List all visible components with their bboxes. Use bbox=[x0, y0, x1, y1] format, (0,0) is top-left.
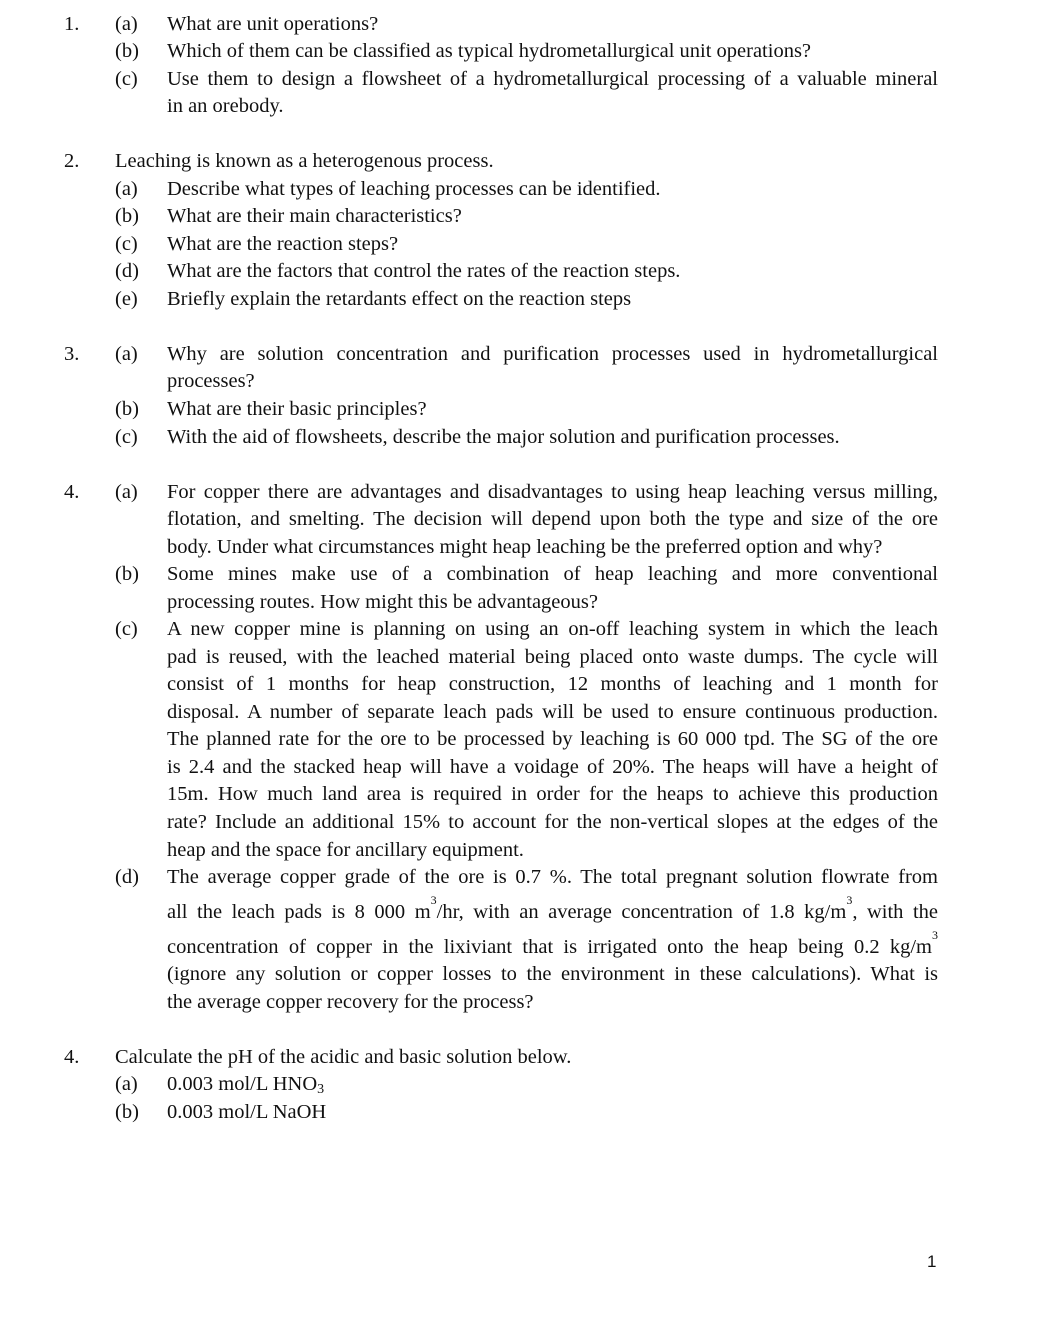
part-text: Which of them can be classified as typical hydrometallurgical unit operations? bbox=[167, 40, 812, 62]
part-text: The planned rate for the ore to be processed by leaching is 60 000 tpd. The SG of the ore bbox=[167, 728, 938, 750]
part-text: processes? bbox=[167, 370, 255, 392]
part-text: pad is reused, with the leached material being placed onto waste dumps. The cycle will bbox=[167, 646, 938, 668]
part-label: (b) bbox=[115, 205, 139, 227]
part-text: With the aid of flowsheets, describe the major solution and purification processes. bbox=[167, 426, 840, 448]
part-text: Use them to design a flowsheet of a hydrometallurgical processing of a valuable mineral bbox=[167, 68, 938, 90]
part-text: in an orebody. bbox=[167, 95, 284, 117]
part-text: flotation, and smelting. The decision will depend upon both the type and size of the ore bbox=[167, 508, 938, 530]
part-label: (d) bbox=[115, 866, 139, 888]
part-text: Why are solution concentration and purification processes used in hydrometallurgical bbox=[167, 343, 938, 365]
text-segment: 0.003 mol/L HNO bbox=[167, 1073, 318, 1095]
question-number: 1. bbox=[64, 13, 80, 35]
superscript: 3 bbox=[932, 928, 938, 942]
question-number: 3. bbox=[64, 343, 80, 365]
part-text: Briefly explain the retardants effect on the reaction steps bbox=[167, 288, 632, 310]
part-label: (a) bbox=[115, 481, 138, 503]
part-label: (a) bbox=[115, 1073, 138, 1095]
part-text: heap and the space for ancillary equipment. bbox=[167, 839, 524, 861]
part-text: Some mines make use of a combination of heap leaching and more conventional bbox=[167, 563, 938, 585]
question-number: 4. bbox=[64, 481, 80, 503]
part-text bbox=[167, 928, 938, 961]
part-label: (c) bbox=[115, 426, 138, 448]
part-text: What are their main characteristics? bbox=[167, 205, 462, 227]
part-label: (c) bbox=[115, 618, 138, 640]
part-text: 0.003 mol/L NaOH bbox=[167, 1101, 327, 1123]
part-label: (d) bbox=[115, 260, 139, 282]
part-text: (ignore any solution or copper losses to the environment in these calculations). What is bbox=[167, 963, 938, 985]
superscript: 3 bbox=[430, 893, 437, 907]
part-text: body. Under what circumstances might heap leaching be the preferred option and why? bbox=[167, 536, 883, 558]
subscript: 3 bbox=[317, 1082, 325, 1097]
part-text: rate? Include an additional 15% to account for the non-vertical slopes at the edges of the bbox=[167, 811, 938, 833]
part-text: consist of 1 months for heap construction, 12 months of leaching and 1 month for bbox=[167, 673, 938, 695]
part-label: (c) bbox=[115, 233, 138, 255]
part-text: The average copper grade of the ore is 0.7 %. The total pregnant solution flowrate from bbox=[167, 866, 938, 888]
part-text: What are their basic principles? bbox=[167, 398, 427, 420]
part-text: is 2.4 and the stacked heap will have a voidage of 20%. The heaps will have a height of bbox=[167, 756, 938, 778]
part-text: disposal. A number of separate leach pads will be used to ensure continuous production. bbox=[167, 701, 938, 723]
part-text bbox=[167, 893, 938, 926]
part-label: (b) bbox=[115, 398, 139, 420]
text-segment: /hr, with an average concentration of 1.8 kg/m bbox=[436, 901, 847, 923]
question-stem: Leaching is known as a heterogenous process. bbox=[115, 150, 494, 172]
part-text: processing routes. How might this be advantageous? bbox=[167, 591, 598, 613]
text-segment: all the leach pads is 8 000 m bbox=[167, 901, 431, 923]
part-text: 15m. How much land area is required in order for the heaps to achieve this production bbox=[167, 783, 938, 805]
question-number: 2. bbox=[64, 150, 80, 172]
part-text: What are the reaction steps? bbox=[167, 233, 399, 255]
part-label: (a) bbox=[115, 178, 138, 200]
superscript: 3 bbox=[846, 893, 853, 907]
page-number: 1 bbox=[927, 1252, 937, 1271]
part-text bbox=[167, 1070, 324, 1098]
part-text: What are unit operations? bbox=[167, 13, 379, 35]
part-label: (a) bbox=[115, 343, 138, 365]
question-number: 4. bbox=[64, 1046, 80, 1068]
part-label: (b) bbox=[115, 1101, 139, 1123]
text-segment: concentration of copper in the lixiviant that is irrigated onto the heap being 0.2 kg/m bbox=[167, 936, 932, 958]
part-text: A new copper mine is planning on using an on-off leaching system in which the leach bbox=[167, 618, 938, 640]
question-stem: Calculate the pH of the acidic and basic solution below. bbox=[115, 1046, 572, 1068]
part-label: (a) bbox=[115, 13, 138, 35]
part-label: (b) bbox=[115, 40, 139, 62]
part-text: For copper there are advantages and disadvantages to using heap leaching versus milling, bbox=[167, 481, 938, 503]
part-text: What are the factors that control the rates of the reaction steps. bbox=[167, 260, 681, 282]
part-label: (e) bbox=[115, 288, 138, 310]
part-label: (b) bbox=[115, 563, 139, 585]
text-segment: , with the bbox=[852, 901, 938, 923]
part-label: (c) bbox=[115, 68, 138, 90]
part-text: the average copper recovery for the process? bbox=[167, 991, 534, 1013]
part-text: Describe what types of leaching processes can be identified. bbox=[167, 178, 661, 200]
